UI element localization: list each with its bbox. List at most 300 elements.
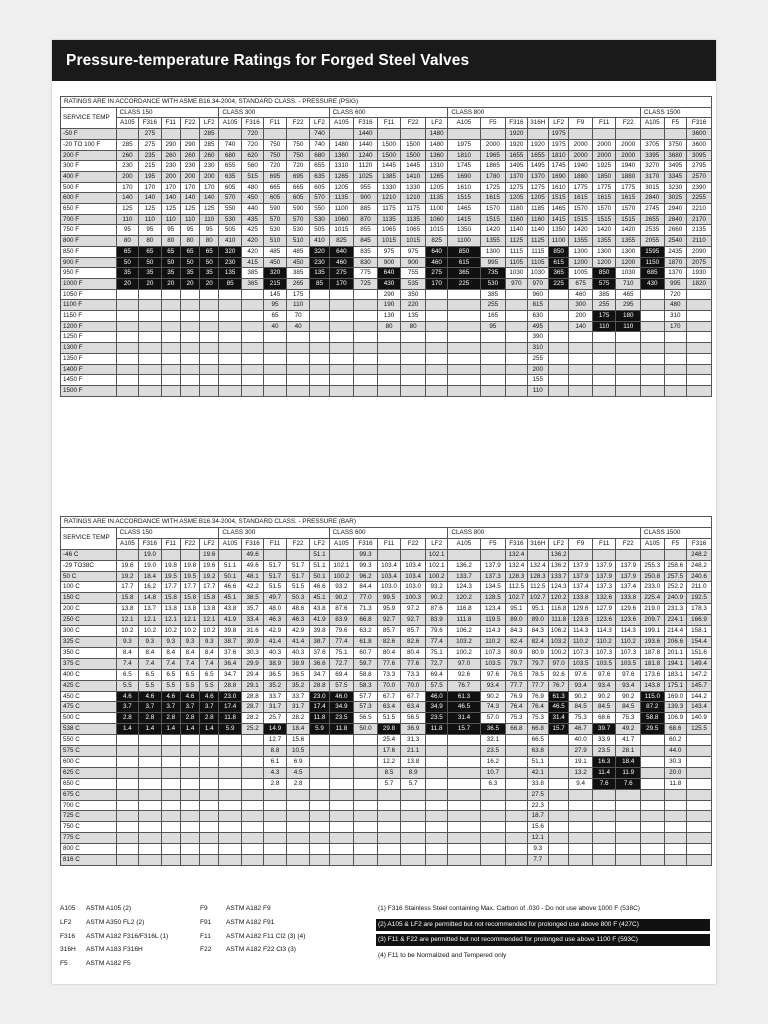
rating-cell: 1025: [354, 171, 378, 182]
rating-cell: 750: [264, 150, 286, 161]
rating-cell: [549, 767, 569, 778]
rating-cell: 31.4: [448, 713, 480, 724]
rating-cell: [687, 321, 712, 332]
rating-cell: [425, 332, 447, 343]
rating-cell: [354, 855, 378, 866]
rating-cell: [329, 756, 354, 767]
rating-cell: 975: [377, 246, 401, 257]
rating-cell: 19.0: [139, 549, 161, 560]
rating-cell: 200: [161, 171, 180, 182]
rating-cell: 23.0: [310, 691, 329, 702]
rating-cell: 2.8: [180, 713, 199, 724]
rating-cell: 12.7: [264, 735, 286, 746]
rating-cell: 9.3: [527, 844, 548, 855]
rating-cell: 1275: [527, 182, 548, 193]
rating-cell: 85.7: [377, 626, 401, 637]
rating-cell: 170: [180, 182, 199, 193]
rating-cell: [329, 767, 354, 778]
rating-cell: [480, 129, 506, 140]
rating-cell: 1135: [329, 193, 354, 204]
rating-cell: [569, 549, 593, 560]
rating-cell: 1160: [527, 214, 548, 225]
rating-cell: 69.4: [425, 669, 447, 680]
rating-cell: [161, 129, 180, 140]
rating-cell: 102.7: [527, 593, 548, 604]
table-row: [61, 257, 712, 268]
table-row: [61, 385, 712, 396]
rating-cell: 1920: [527, 139, 548, 150]
rating-cell: 57.5: [425, 680, 447, 691]
legend-spec: ASTM A105 (2): [86, 905, 132, 912]
rating-cell: 11.8: [310, 713, 329, 724]
rating-cell: 76.7: [549, 680, 569, 691]
rating-cell: 1240: [354, 150, 378, 161]
rating-cell: 27.5: [527, 789, 548, 800]
rating-cell: 695: [286, 171, 310, 182]
rating-cell: 1.4: [161, 724, 180, 735]
rating-cell: 75.3: [569, 713, 593, 724]
rating-cell: [448, 800, 480, 811]
rating-cell: 570: [286, 214, 310, 225]
table-row: [61, 375, 712, 386]
rating-cell: 1160: [506, 214, 527, 225]
rating-cell: 140: [161, 193, 180, 204]
rating-cell: [329, 844, 354, 855]
table-row: [61, 604, 712, 615]
material-header: F11: [264, 538, 286, 549]
rating-cell: 1745: [549, 161, 569, 172]
rating-cell: 1175: [377, 204, 401, 215]
material-header: F22: [616, 538, 641, 549]
rating-cell: 1210: [401, 193, 426, 204]
rating-cell: 125: [161, 204, 180, 215]
rating-cell: 1030: [527, 268, 548, 279]
rating-cell: 110: [616, 321, 641, 332]
rating-cell: [200, 756, 219, 767]
rating-cell: 420: [241, 246, 263, 257]
rating-cell: 140.9: [687, 713, 712, 724]
rating-cell: [219, 311, 241, 322]
rating-cell: 14.9: [264, 724, 286, 735]
service-temp-cell: 350 C: [61, 647, 117, 658]
rating-cell: 530: [480, 278, 506, 289]
table-row: [61, 171, 712, 182]
rating-cell: 50.0: [354, 724, 378, 735]
table-row: [61, 236, 712, 247]
rating-cell: [641, 353, 665, 364]
rating-cell: [241, 300, 263, 311]
rating-cell: 102.1: [425, 560, 447, 571]
rating-cell: 1775: [592, 182, 616, 193]
rating-cell: 10.2: [139, 626, 161, 637]
rating-cell: [549, 311, 569, 322]
rating-cell: [161, 311, 180, 322]
rating-cell: 1745: [448, 161, 480, 172]
rating-cell: 450: [264, 257, 286, 268]
rating-cell: 51.5: [264, 582, 286, 593]
rating-cell: [425, 735, 447, 746]
rating-cell: 84.5: [616, 702, 641, 713]
rating-cell: 1810: [448, 150, 480, 161]
rating-cell: 75.3: [527, 713, 548, 724]
rating-cell: [354, 289, 378, 300]
rating-cell: 252.2: [664, 582, 686, 593]
rating-cell: [506, 746, 527, 757]
rating-cell: 119.5: [480, 615, 506, 626]
rating-cell: 3270: [641, 161, 665, 172]
rating-cell: [664, 375, 686, 386]
rating-cell: 90.2: [592, 691, 616, 702]
rating-cell: 10.7: [480, 767, 506, 778]
rating-cell: 1820: [687, 278, 712, 289]
rating-cell: 1610: [549, 182, 569, 193]
rating-cell: 1570: [592, 204, 616, 215]
rating-cell: [592, 385, 616, 396]
service-temp-cell: 200 C: [61, 604, 117, 615]
rating-cell: [219, 789, 241, 800]
rating-cell: 1865: [480, 161, 506, 172]
rating-cell: [448, 756, 480, 767]
rating-cell: [219, 767, 241, 778]
rating-cell: [549, 746, 569, 757]
rating-cell: 65: [200, 246, 219, 257]
rating-cell: [180, 778, 199, 789]
rating-cell: 835: [354, 246, 378, 257]
rating-cell: [549, 735, 569, 746]
rating-cell: [569, 822, 593, 833]
rating-cell: 87.6: [329, 604, 354, 615]
rating-cell: 58.8: [354, 669, 378, 680]
footnote: (4) F11 to be Normalized and Tempered only: [378, 951, 507, 959]
rating-cell: [264, 364, 286, 375]
table-row: [61, 193, 712, 204]
rating-cell: 103.2: [448, 636, 480, 647]
material-header-row: [61, 538, 712, 549]
legend-code: 316H: [60, 946, 76, 954]
rating-cell: [641, 343, 665, 354]
rating-cell: [641, 789, 665, 800]
rating-cell: 50: [139, 257, 161, 268]
rating-cell: 96.2: [354, 571, 378, 582]
rating-cell: [139, 800, 161, 811]
material-header: F9: [569, 538, 593, 549]
rating-cell: 123.6: [616, 615, 641, 626]
rating-cell: [425, 300, 447, 311]
service-temp-cell: 425 C: [61, 680, 117, 691]
rating-cell: 66.5: [527, 735, 548, 746]
rating-cell: [401, 353, 426, 364]
rating-cell: 900: [354, 193, 378, 204]
rating-cell: [641, 735, 665, 746]
legend-code: F5: [60, 960, 68, 968]
material-header: F5: [480, 118, 506, 129]
rating-cell: 90.2: [480, 691, 506, 702]
table-row: [61, 161, 712, 172]
rating-cell: [310, 855, 329, 866]
rating-cell: [116, 353, 138, 364]
rating-cell: [425, 767, 447, 778]
rating-cell: [116, 321, 138, 332]
rating-cell: 89.0: [527, 615, 548, 626]
rating-cell: [161, 300, 180, 311]
material-header: F11: [377, 538, 401, 549]
rating-cell: [286, 811, 310, 822]
rating-cell: 90.2: [616, 691, 641, 702]
material-header: F5: [480, 538, 506, 549]
rating-cell: 25.4: [377, 735, 401, 746]
rating-cell: [616, 811, 641, 822]
rating-cell: 84.3: [527, 626, 548, 637]
rating-cell: 19.1: [569, 756, 593, 767]
service-temp-cell: 150 C: [61, 593, 117, 604]
rating-cell: 1300: [480, 246, 506, 257]
rating-cell: 85.7: [401, 626, 426, 637]
rating-cell: 125.5: [687, 724, 712, 735]
rating-cell: 680: [219, 150, 241, 161]
rating-cell: 33.7: [264, 691, 286, 702]
service-temp-cell: 400 C: [61, 669, 117, 680]
rating-cell: 850: [592, 268, 616, 279]
rating-cell: [425, 756, 447, 767]
rating-cell: 211.0: [687, 582, 712, 593]
rating-cell: 720: [241, 129, 263, 140]
table-row: [61, 343, 712, 354]
table-row: [61, 735, 712, 746]
rating-cell: [448, 855, 480, 866]
rating-cell: 2090: [687, 246, 712, 257]
rating-cell: 103.0: [401, 582, 426, 593]
rating-cell: 10.2: [161, 626, 180, 637]
rating-cell: 135: [219, 268, 241, 279]
rating-cell: [506, 822, 527, 833]
material-header: F5: [664, 538, 686, 549]
class-header: CLASS 150: [116, 107, 219, 118]
rating-cell: [139, 353, 161, 364]
rating-cell: 44.0: [664, 746, 686, 757]
rating-cell: [401, 375, 426, 386]
rating-cell: 7.7: [527, 855, 548, 866]
rating-cell: 7.6: [616, 778, 641, 789]
legend-item: [200, 902, 380, 916]
rating-cell: [506, 321, 527, 332]
rating-cell: 590: [264, 204, 286, 215]
rating-cell: [161, 353, 180, 364]
rating-cell: 5.5: [139, 680, 161, 691]
rating-cell: [161, 833, 180, 844]
rating-cell: [310, 343, 329, 354]
rating-cell: 515: [241, 171, 263, 182]
rating-cell: 1140: [527, 225, 548, 236]
rating-cell: [506, 735, 527, 746]
rating-cell: 57.3: [354, 702, 378, 713]
legend-item: [200, 930, 380, 944]
service-temp-cell: 1450 F: [61, 375, 117, 386]
rating-cell: 15.8: [180, 593, 199, 604]
rating-cell: 63.2: [354, 626, 378, 637]
rating-cell: 19.6: [200, 549, 219, 560]
rating-cell: 110: [180, 214, 199, 225]
rating-cell: [592, 353, 616, 364]
rating-cell: [425, 321, 447, 332]
rating-cell: 5.7: [377, 778, 401, 789]
rating-cell: 110: [161, 214, 180, 225]
rating-cell: 5.9: [310, 724, 329, 735]
rating-cell: [549, 778, 569, 789]
rating-cell: 2170: [687, 214, 712, 225]
rating-cell: 110.2: [592, 636, 616, 647]
rating-cell: 3750: [664, 139, 686, 150]
rating-cell: [377, 811, 401, 822]
rating-cell: [264, 800, 286, 811]
rating-cell: [549, 332, 569, 343]
table-row: [61, 636, 712, 647]
material-header-row: [61, 118, 712, 129]
service-temp-cell: 600 C: [61, 756, 117, 767]
rating-cell: 725: [354, 278, 378, 289]
rating-cell: [139, 343, 161, 354]
rating-cell: 145: [264, 289, 286, 300]
rating-cell: 11.8: [329, 724, 354, 735]
rating-cell: [161, 822, 180, 833]
material-header: F11: [161, 118, 180, 129]
rating-cell: 740: [310, 129, 329, 140]
rating-cell: 1105: [527, 257, 548, 268]
rating-cell: [506, 289, 527, 300]
rating-cell: [401, 833, 426, 844]
rating-cell: [664, 332, 686, 343]
rating-cell: 50.1: [219, 571, 241, 582]
rating-cell: 505: [310, 225, 329, 236]
rating-cell: 510: [286, 236, 310, 247]
rating-cell: [329, 778, 354, 789]
rating-cell: 80: [116, 236, 138, 247]
rating-cell: 65: [161, 246, 180, 257]
rating-cell: 1015: [329, 225, 354, 236]
rating-cell: 3.7: [200, 702, 219, 713]
table-row: [61, 691, 712, 702]
rating-cell: 132.4: [527, 560, 548, 571]
rating-cell: 615: [549, 257, 569, 268]
rating-cell: 36.5: [264, 669, 286, 680]
rating-cell: 65: [180, 246, 199, 257]
rating-cell: 15.6: [286, 735, 310, 746]
service-temp-cell: 1100 F: [61, 300, 117, 311]
rating-cell: [425, 789, 447, 800]
rating-cell: [219, 735, 241, 746]
material-header: LF2: [425, 118, 447, 129]
rating-cell: 750: [264, 139, 286, 150]
rating-cell: [354, 778, 378, 789]
rating-cell: 111.8: [448, 615, 480, 626]
rating-cell: 1615: [592, 193, 616, 204]
rating-cell: 107.3: [592, 647, 616, 658]
rating-cell: [116, 311, 138, 322]
rating-cell: 97.6: [480, 669, 506, 680]
table-row: [61, 246, 712, 257]
rating-cell: [664, 800, 686, 811]
rating-cell: [200, 353, 219, 364]
rating-cell: 45.1: [310, 593, 329, 604]
rating-cell: [592, 332, 616, 343]
material-header: 316H: [527, 118, 548, 129]
rating-cell: 134.5: [480, 582, 506, 593]
rating-cell: 1.4: [139, 724, 161, 735]
rating-cell: 190: [377, 300, 401, 311]
rating-cell: 635: [219, 171, 241, 182]
service-temp-cell: 1350 F: [61, 353, 117, 364]
rating-cell: [329, 321, 354, 332]
rating-cell: 1615: [616, 193, 641, 204]
rating-cell: 3.7: [161, 702, 180, 713]
rating-cell: 1205: [329, 182, 354, 193]
rating-cell: 11.8: [425, 724, 447, 735]
rating-cell: 17.6: [377, 746, 401, 757]
rating-cell: 258.6: [664, 560, 686, 571]
rating-cell: [200, 767, 219, 778]
rating-cell: 144.2: [687, 691, 712, 702]
rating-cell: 95.1: [527, 604, 548, 615]
rating-cell: 82.4: [506, 636, 527, 647]
rating-cell: 15.7: [549, 724, 569, 735]
rating-cell: 195: [139, 171, 161, 182]
rating-cell: [180, 300, 199, 311]
rating-cell: [425, 833, 447, 844]
rating-cell: 1060: [425, 214, 447, 225]
rating-cell: 92.6: [448, 669, 480, 680]
rating-cell: 56.5: [401, 713, 426, 724]
rating-cell: 137.4: [616, 582, 641, 593]
rating-cell: 1355: [569, 236, 593, 247]
rating-cell: [354, 375, 378, 386]
rating-cell: [200, 343, 219, 354]
rating-cell: [448, 343, 480, 354]
rating-cell: [219, 746, 241, 757]
rating-cell: 90.2: [329, 593, 354, 604]
rating-cell: 74.3: [480, 702, 506, 713]
rating-cell: 1615: [480, 193, 506, 204]
rating-cell: 107.3: [616, 647, 641, 658]
rating-cell: 63.4: [401, 702, 426, 713]
legend-spec: ASTM A182 F5: [86, 960, 131, 968]
material-header: F22: [616, 118, 641, 129]
material-header: F5: [664, 118, 686, 129]
service-temp-cell: 100 C: [61, 582, 117, 593]
rating-cell: [425, 375, 447, 386]
rating-cell: 70: [286, 311, 310, 322]
rating-cell: [241, 822, 263, 833]
service-temp-cell: -29 TO38C: [61, 560, 117, 571]
rating-cell: 300: [569, 300, 593, 311]
table-row: [61, 289, 712, 300]
rating-cell: 93.4: [616, 680, 641, 691]
rating-cell: 2055: [641, 236, 665, 247]
rating-cell: 110: [286, 300, 310, 311]
rating-cell: 1300: [592, 246, 616, 257]
rating-cell: [161, 375, 180, 386]
rating-cell: 59.7: [354, 658, 378, 669]
rating-cell: [329, 385, 354, 396]
rating-cell: [116, 855, 138, 866]
table-row: [61, 833, 712, 844]
rating-cell: [241, 321, 263, 332]
rating-cell: 7.4: [139, 658, 161, 669]
rating-cell: 5.5: [161, 680, 180, 691]
rating-cell: 16.2: [480, 756, 506, 767]
rating-cell: [616, 800, 641, 811]
service-temp-cell: 538 C: [61, 724, 117, 735]
rating-cell: 12.1: [180, 615, 199, 626]
rating-cell: 132.6: [592, 593, 616, 604]
